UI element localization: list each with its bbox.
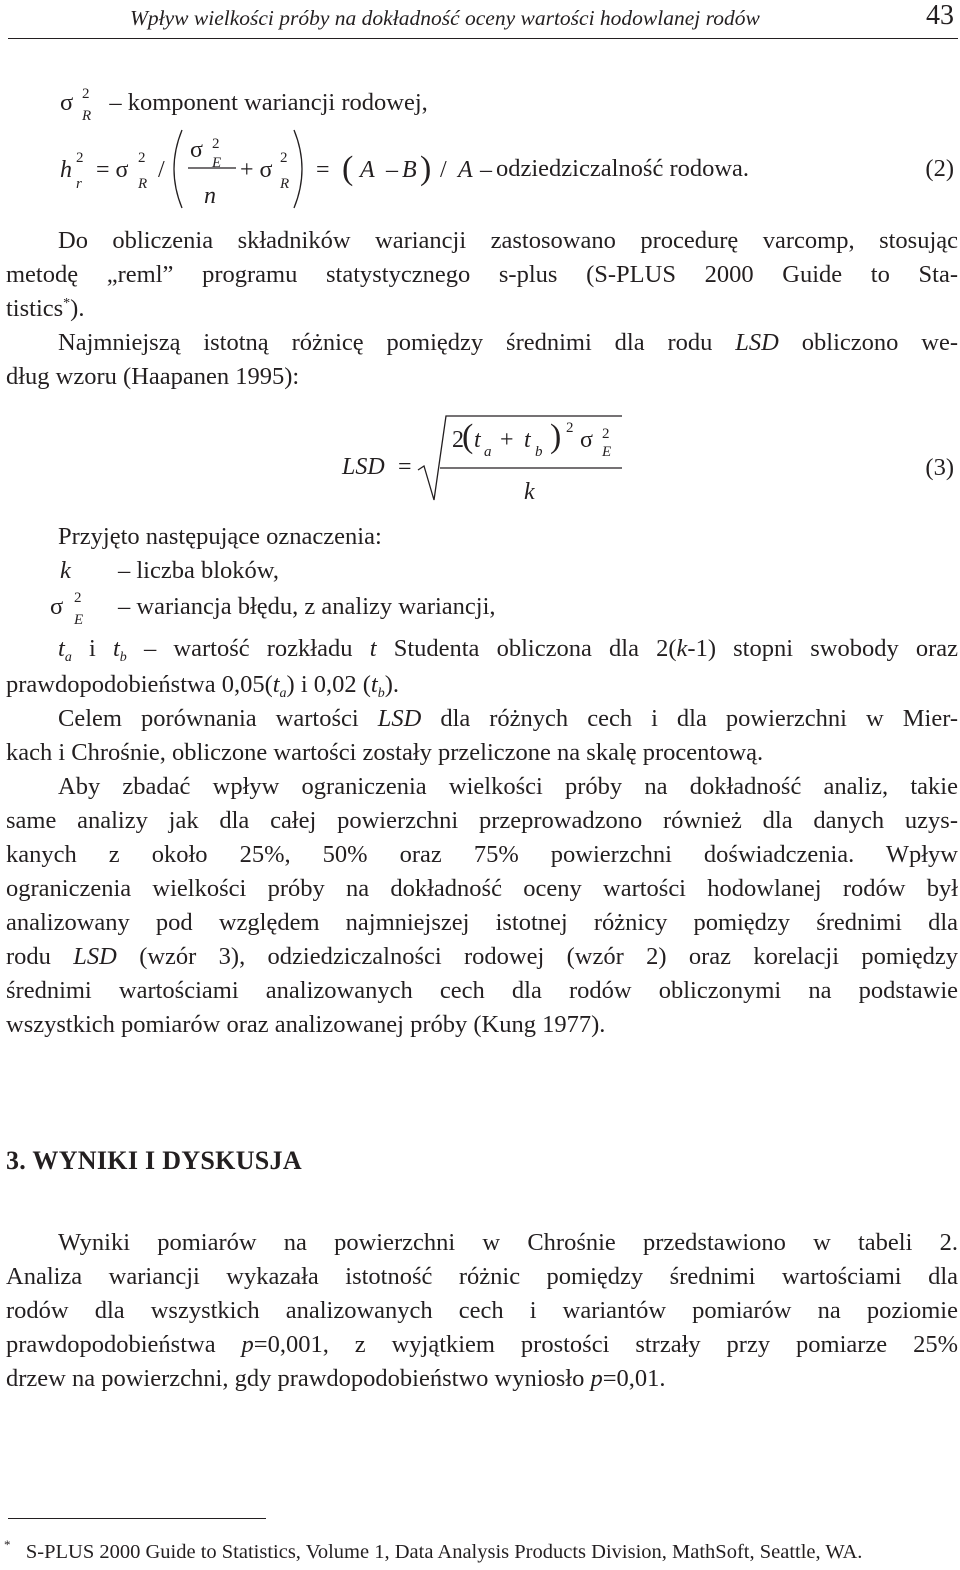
equation-3-number: (3) xyxy=(925,454,954,481)
paragraph-line: Do obliczenia składników wariancji zastosowano procedurę varcomp, stosując xyxy=(58,227,958,254)
paragraph-line: rodu LSD (wzór 3), odziedziczalności rodowej (wzór 2) oraz korelacji pomiędzy xyxy=(6,943,958,970)
paragraph-line: ograniczenia wielkości próby na dokładność oceny wartości hodowlanej rodów był xyxy=(6,875,958,902)
footnote-rule xyxy=(8,1518,266,1519)
notation-t: $t_a$ i $t_b$ – wartość rozkładu t Studenta obliczona dla 2(k-1) stopni swobody oraz xyxy=(58,635,959,665)
footnote: * S-PLUS 2000 Guide to Statistics, Volume 1, Data Analysis Products Division, MathSoft, Seattle, WA. xyxy=(4,1537,863,1563)
header-rule xyxy=(8,38,958,39)
paragraph-line: kach i Chrośnie, obliczone wartości zostały przeliczone na skalę procentową. xyxy=(6,739,764,766)
paragraph-line: Najmniejszą istotną różnicę pomiędzy średnimi dla rodu LSD obliczono we- xyxy=(58,329,958,356)
notation-sigma: σ 2 E – wariancja błędu, z analizy wariancji, xyxy=(50,590,496,628)
paragraph-line: Analiza wariancji wykazała istotność różnic pomiędzy średnimi wartościami dla xyxy=(6,1263,958,1290)
paragraph-line: Aby zbadać wpływ ograniczenia wielkości próby na dokładność analiz, takie xyxy=(58,773,958,800)
notation-intro: Przyjęto następujące oznaczenia: xyxy=(58,523,382,550)
footnote-ref: * xyxy=(63,296,71,311)
paragraph-line: kanych z około 25%, 50% oraz 75% powierzchni doświadczenia. Wpływ xyxy=(6,841,958,868)
paragraph-line: metodę „reml” programu statystycznego s-plus (S-PLUS 2000 Guide to Sta- xyxy=(6,261,958,288)
page-number: 43 xyxy=(926,0,954,31)
paragraph-line: drzew na powierzchni, gdy prawdopodobieństwo wyniosło p=0,01. xyxy=(6,1365,666,1392)
paragraph-line: same analizy jak dla całej powierzchni przeprowadzono również dla danych uzys- xyxy=(6,807,958,834)
paragraph-line: średnimi wartościami analizowanych cech dla rodów obliczonymi na podstawie xyxy=(6,977,958,1004)
running-title: Wpływ wielkości próby na dokładność oceny wartości hodowlanej rodów xyxy=(130,6,760,30)
footnote-marker: * xyxy=(4,1537,11,1552)
paragraph-line: dług wzoru (Haapanen 1995): xyxy=(6,363,300,390)
paragraph-line: rodów dla wszystkich analizowanych cech i wariantów pomiarów na poziomie xyxy=(6,1297,958,1324)
equation-3-radical xyxy=(0,408,960,508)
paragraph-line: prawdopodobieństwa p=0,001, z wyjątkiem prostości strzały przy pomiarze 25% xyxy=(6,1331,959,1358)
paragraph-line: tistics*). xyxy=(6,295,85,322)
equation-2-number: (2) xyxy=(925,155,954,182)
section-heading: 3. WYNIKI I DYSKUSJA xyxy=(6,1146,302,1175)
sigma-r-definition: σ 2 R – komponent wariancji rodowej, xyxy=(60,86,428,124)
running-header xyxy=(0,0,960,40)
paragraph-line: analizowany pod względem najmniejszej istotnej różnicy pomiędzy średnimi dla xyxy=(6,909,958,936)
paragraph-line: Celem porównania wartości LSD dla różnych cech i dla powierzchni w Mier- xyxy=(58,705,959,732)
paragraph-line: Wyniki pomiarów na powierzchni w Chrośnie przedstawiono w tabeli 2. xyxy=(58,1229,958,1256)
paragraph-line: prawdopodobieństwa $0,05(t_a)$ i 0,02 $(t_b)$. xyxy=(6,671,400,701)
notation-k: k – liczba bloków, xyxy=(60,557,280,584)
paragraph-line: wszystkich pomiarów oraz analizowanej próby (Kung 1977). xyxy=(6,1011,606,1038)
